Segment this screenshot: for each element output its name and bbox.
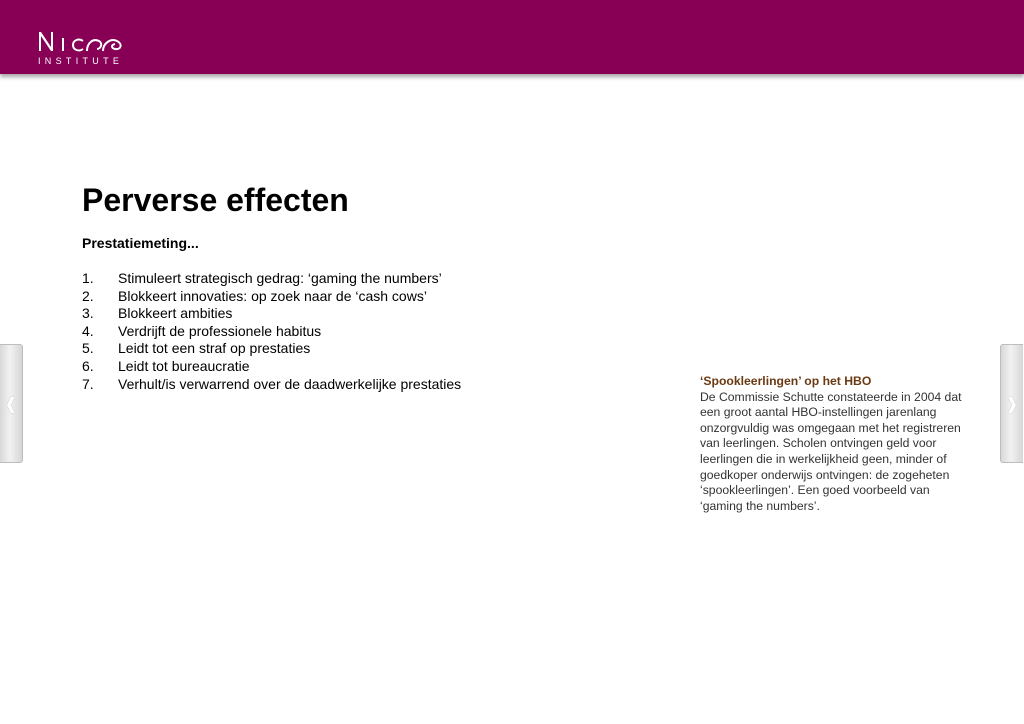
list-item-number: 6. [82,357,94,374]
list-item-text: Verhult/is verwarrend over de daadwerkelijke prestaties [118,375,462,392]
slide-title: Perverse effecten [82,182,349,218]
list-item [82,376,642,394]
logo-subtitle: INSTITUTE [38,56,124,66]
effects-list [82,270,642,393]
list-item-number: 5. [82,340,94,357]
list-item-text: Leidt tot bureaucratie [118,357,250,374]
list-item-number: 2. [82,287,94,304]
list-item-text: Stimuleert strategisch gedrag: ‘gaming the numbers’ [118,270,442,286]
sidebar-title: ‘Spookleerlingen’ op het HBO [700,374,872,388]
slide-subtitle: Prestatiemeting... [82,235,199,251]
header-bar [0,0,1024,74]
list-item [82,358,642,376]
list-item-number: 1. [82,270,94,286]
sidebar-note [700,374,962,514]
list-item [82,340,642,358]
sidebar-body: De Commissie Schutte constateerde in 2004 dat een groot aantal HBO-instellingen jarenlang onzorgvuldig was omgegaan met het registreren van leerlingen. Scholen ontvingen geld voor leerlingen die in werkelijkheid geen, minder of goedkoper onderwijs ontvingen: de zogeheten ‘spookleerlingen’. Een goed voorbeeld van ‘gaming the numbers’. [700,389,962,513]
chevron-left-icon: ❰ [4,393,18,413]
list-item-number: 7. [82,375,94,392]
list-item-number: 4. [82,322,94,339]
list-item-text: Blokkeert ambities [118,305,233,322]
list-item [82,323,642,341]
list-item-text: Leidt tot een straf op prestaties [118,340,311,357]
logo-wordmark-icon [37,29,131,55]
chevron-right-icon: ❱ [1005,393,1019,413]
list-item [82,288,642,306]
list-item [82,270,642,288]
nicis-logo [37,29,137,69]
list-item [82,305,642,323]
next-slide-button[interactable] [1000,344,1023,463]
list-item-number: 3. [82,305,94,322]
list-item-text: Blokkeert innovaties: op zoek naar de ‘cash cows’ [118,287,427,304]
list-item-text: Verdrijft de professionele habitus [118,322,322,339]
previous-slide-button[interactable] [0,344,23,463]
slide-content [82,180,642,393]
